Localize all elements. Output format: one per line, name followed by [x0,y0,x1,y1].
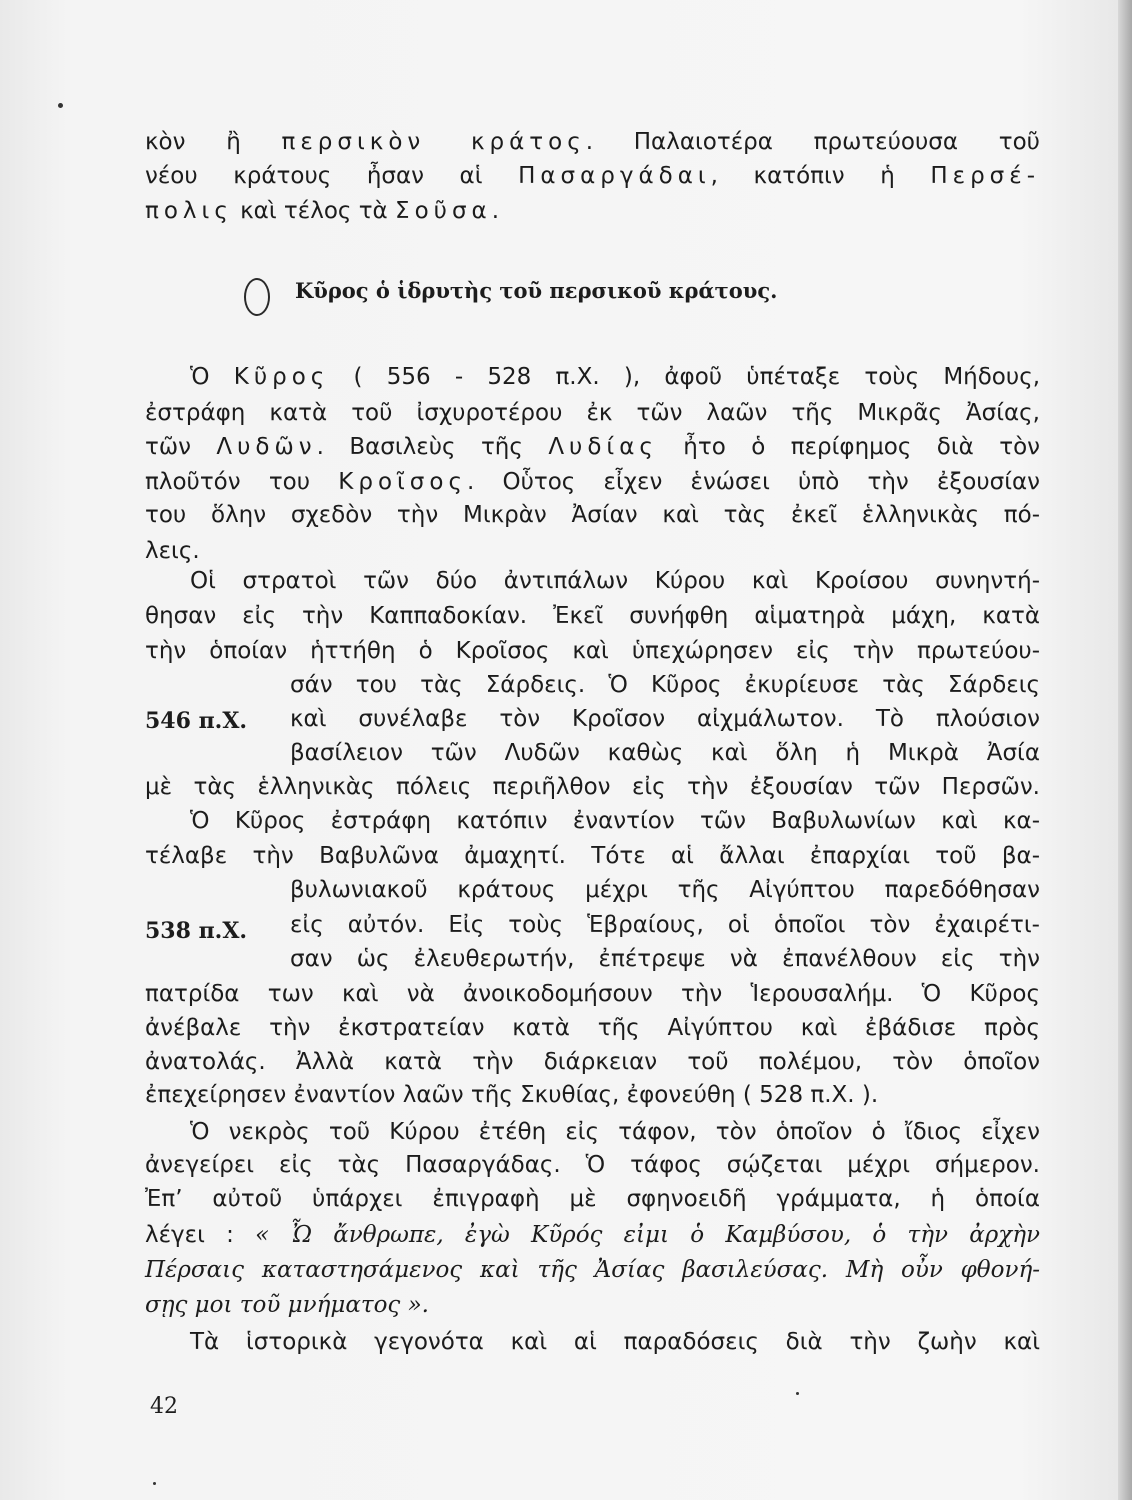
text-line: Ὁ Κῦρος ἐστράφη κατόπιν ἐναντίον τῶν Βαβυλωνίων καὶ κα- [190,808,1040,834]
spaced-emphasis: Πασαργάδαι [518,163,711,189]
circle-icon [244,278,270,316]
margin-date-546: 546 π.Χ. [145,708,248,734]
text-line: λέγει : « Ὦ ἄνθρωπε, ἐγὼ Κῦρός εἰμι ὁ Καμβύσου, ὁ τὴν ἀρχὴν [145,1222,1040,1248]
spaced-emphasis: πολις [145,198,233,224]
text-line: Τὰ ἱστορικὰ γεγονότα καὶ αἱ παραδόσεις διὰ τὴν ζωὴν καὶ [190,1329,1040,1355]
inscription-quote: Πέρσαις καταστησάμενος καὶ τῆς Ἀσίας βασιλεύσας. Μὴ οὖν φθονή- [145,1257,1040,1283]
spaced-emphasis: Λυδῶν [216,434,317,460]
page-edge-shadow [1118,0,1132,1500]
spaced-emphasis: Λυδίας [548,434,658,460]
text-line: Οἱ στρατοὶ τῶν δύο ἀντιπάλων Κύρου καὶ Κροίσου συνηντή- [190,568,1040,594]
text-line: πολις καὶ τέλος τὰ Σοῦσα. [145,198,499,224]
text-line: τὴν ὁποίαν ἡττήθη ὁ Κροῖσος καὶ ὑπεχώρησεν εἰς τὴν πρωτεύου- [145,638,1040,664]
text-line: τέλαβε τὴν Βαβυλῶνα ἀμαχητί. Τότε αἱ ἄλλαι ἐπαρχίαι τοῦ βα- [145,843,1040,869]
spaced-emphasis: Κῦρος [233,364,330,390]
text-line: πλοῦτόν του Κροῖσος. Οὗτος εἶχεν ἑνώσει ὑπὸ τὴν ἐξουσίαν [145,469,1040,495]
text-line [145,1255,1040,1285]
text-line: νέου κράτους ἦσαν αἱ Πασαργάδαι, κατόπιν ἡ Περσέ- [145,163,1040,189]
text-line: εἰς αὐτόν. Εἰς τοὺς Ἑβραίους, οἱ ὁποῖοι τὸν ἐχαιρέτι- [290,912,1040,938]
inscription-quote: σῃς μοι τοῦ μνήματος ». [145,1292,429,1318]
text-line: τῶν Λυδῶν. Βασιλεὺς τῆς Λυδίας ἦτο ὁ περίφημος διὰ τὸν [145,434,1040,460]
text-line [145,1290,1040,1320]
text-line: Ὁ νεκρὸς τοῦ Κύρου ἐτέθη εἰς τάφον, τὸν ὁποῖον ὁ ἴδιος εἶχεν [190,1119,1040,1145]
text-line: θησαν εἰς τὴν Καππαδοκίαν. Ἐκεῖ συνήφθη αἱματηρὰ μάχη, κατὰ [145,603,1040,629]
page-number: 42 [150,1394,178,1419]
text-line: ἀνατολάς. Ἀλλὰ κατὰ τὴν διάρκειαν τοῦ πολέμου, τὸν ὁποῖον [145,1049,1040,1075]
ink-speck [153,1482,156,1485]
text-line: βυλωνιακοῦ κράτους μέχρι τῆς Αἰγύπτου παρεδόθησαν [290,877,1040,903]
margin-date-538: 538 π.Χ. [145,918,248,944]
text-line: του ὅλην σχεδὸν τὴν Μικρὰν Ἀσίαν καὶ τὰς ἐκεῖ ἑλληνικὰς πό- [145,502,1040,528]
text-line: βασίλειον τῶν Λυδῶν καθὼς καὶ ὅλη ἡ Μικρὰ Ἀσία [290,740,1040,766]
text-line: Ἐπ’ αὐτοῦ ὑπάρχει ἐπιγραφὴ μὲ σφηνοειδῆ γράμματα, ἡ ὁποία [145,1186,1040,1212]
text-line: κὸν ἢ περσικὸν κράτος. Παλαιοτέρα πρωτεύουσα τοῦ [145,129,1040,155]
ink-speck [58,103,63,108]
text-line: ἐστράφη κατὰ τοῦ ἰσχυροτέρου ἐκ τῶν λαῶν τῆς Μικρᾶς Ἀσίας, [145,400,1040,426]
section-heading: Κῦρος ὁ ἱδρυτὴς τοῦ περσικοῦ κράτους. [295,278,778,303]
text-line: καὶ συνέλαβε τὸν Κροῖσον αἰχμάλωτον. Τὸ πλούσιον [290,706,1040,732]
text-line: σαν ὡς ἐλευθερωτήν, ἐπέτρεψε νὰ ἐπανέλθουν εἰς τὴν [290,946,1040,972]
spaced-emphasis: Κροῖσος [338,469,467,495]
text-line: ἐπεχείρησεν ἐναντίον λαῶν τῆς Σκυθίας, ἐφονεύθη ( 528 π.Χ. ). [145,1082,879,1108]
spaced-emphasis: Περσέ- [930,163,1040,189]
text-line: σάν του τὰς Σάρδεις. Ὁ Κῦρος ἐκυρίευσε τὰς Σάρδεις [290,672,1040,698]
text-line: Ὁ Κῦρος ( 556 - 528 π.Χ. ), ἀφοῦ ὑπέταξε τοὺς Μήδους, [190,364,1040,390]
spaced-emphasis: Σοῦσα [395,198,492,224]
spaced-emphasis: περσικὸν κράτος [281,129,586,155]
text-line: πατρίδα των καὶ νὰ ἀνοικοδομήσουν τὴν Ἱερουσαλήμ. Ὁ Κῦρος [145,981,1040,1007]
text-line: ἀνεγείρει εἰς τὰς Πασαργάδας. Ὁ τάφος σῴζεται μέχρι σήμερον. [145,1152,1040,1178]
inscription-quote: « Ὦ ἄνθρωπε, ἐγὼ Κῦρός εἰμι ὁ Καμβύσου, ὁ τὴν ἀρχὴν [255,1222,1040,1248]
text-line: μὲ τὰς ἑλληνικὰς πόλεις περιῆλθον εἰς τὴν ἐξουσίαν τῶν Περσῶν. [145,774,1040,800]
text-line: ἀνέβαλε τὴν ἐκστρατείαν κατὰ τῆς Αἰγύπτου καὶ ἐβάδισε πρὸς [145,1015,1040,1041]
text-line: λεις. [145,538,200,564]
ink-speck [796,1392,799,1395]
